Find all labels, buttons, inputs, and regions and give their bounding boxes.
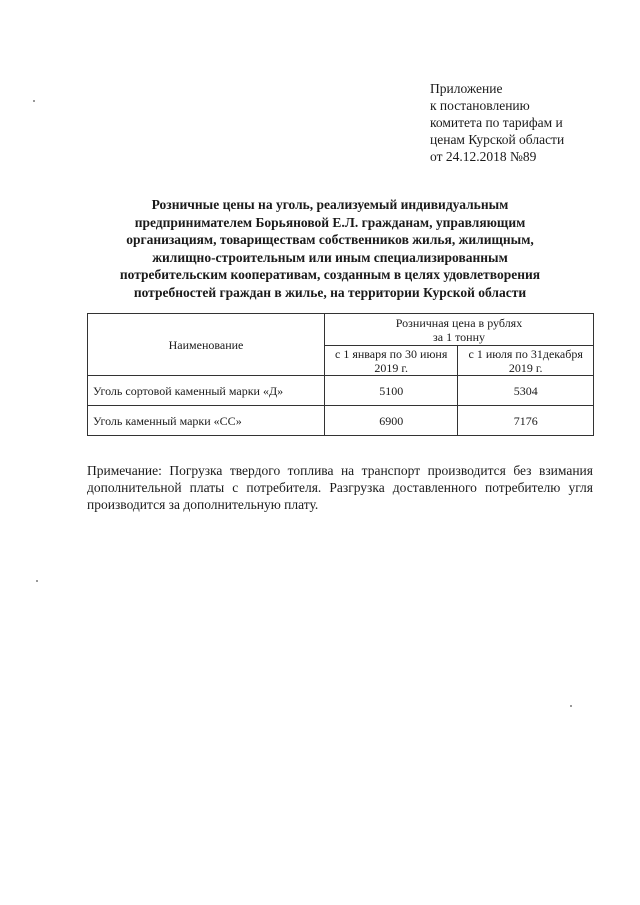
- header-name: Наименование: [168, 337, 244, 352]
- header-price-cell: [325, 314, 594, 346]
- note-paragraph: Примечание: Погрузка твердого топлива на транспорт производится без взимания дополнительной платы с потребителя. Разгрузка доставленного потребителю угля производится за дополнительную плату.: [87, 463, 593, 512]
- title-line: потребностей граждан в жилье, на территории Курской области: [133, 284, 527, 300]
- price-period1-cell: 5100: [325, 376, 458, 406]
- header-price-line: за 1 тонну: [433, 329, 485, 344]
- period-line: с 1 июля по 31декабря: [468, 346, 583, 361]
- table-header-row: [88, 314, 594, 346]
- appendix-block: [430, 80, 630, 165]
- title-line: предпринимателем Борьяновой Е.Л. гражданам, управляющим: [134, 214, 526, 230]
- title-line: организациям, товариществам собственников жилья, жилищным,: [126, 232, 534, 247]
- scan-speck: [570, 705, 572, 707]
- header-name-cell: [88, 314, 325, 376]
- title-line: потребительским кооперативам, созданным в целях удовлетворения: [119, 267, 541, 282]
- title-line: Розничные цены на уголь, реализуемый индивидуальным: [151, 197, 509, 212]
- appendix-date-line: от 24.12.2018 №89: [430, 149, 537, 164]
- period-line: 2019 г.: [374, 360, 408, 375]
- document-title: [80, 196, 580, 301]
- title-line: жилищно-строительным или иным специализированным: [152, 249, 508, 265]
- table-row: [88, 406, 594, 436]
- appendix-line: комитета по тарифам и: [430, 115, 563, 130]
- scan-speck: [33, 100, 35, 102]
- period1-header: [325, 346, 458, 376]
- period-line: 2019 г.: [508, 360, 543, 375]
- header-price-line: Розничная цена в рублях: [395, 315, 523, 330]
- appendix-line: Приложение: [430, 81, 503, 96]
- price-table: [87, 313, 594, 436]
- price-period2-cell: 5304: [458, 376, 594, 406]
- price-period1-cell: 6900: [325, 406, 458, 436]
- period-line: с 1 января по 30 июня: [335, 346, 448, 361]
- price-period2-cell: 7176: [458, 406, 594, 436]
- period2-header: [458, 346, 594, 376]
- scan-speck: [36, 580, 38, 582]
- appendix-line: ценам Курской области: [430, 132, 565, 147]
- coal-name-cell: Уголь каменный марки «СС»: [88, 406, 325, 436]
- coal-name-cell: Уголь сортовой каменный марки «Д»: [88, 376, 325, 406]
- table-row: [88, 376, 594, 406]
- appendix-line: к постановлению: [430, 98, 530, 113]
